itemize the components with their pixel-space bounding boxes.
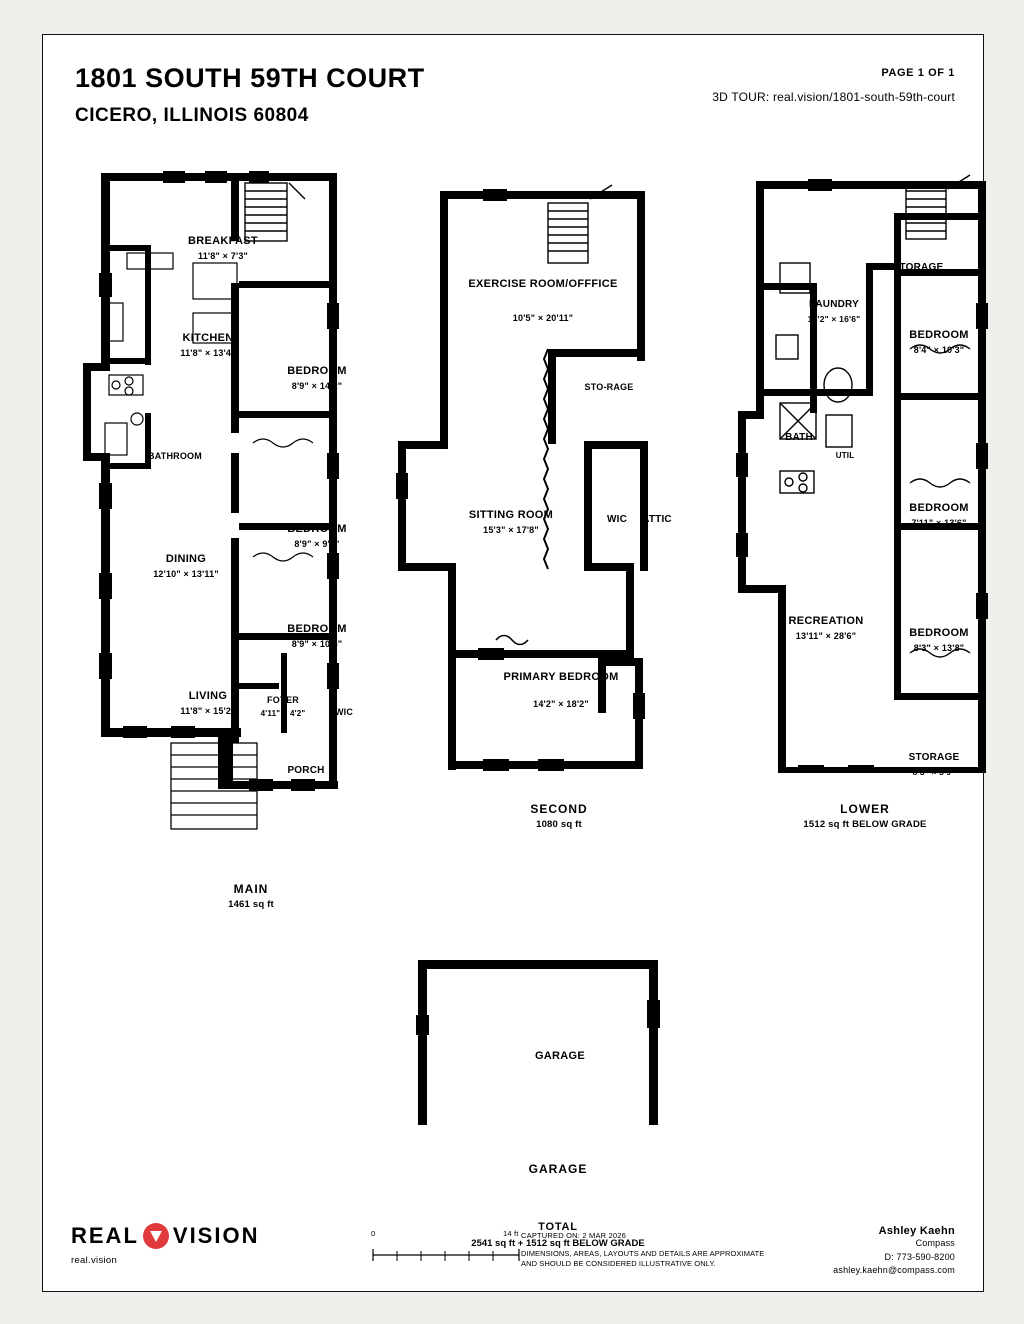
garage-drawing xyxy=(373,925,673,1125)
tour-link-label[interactable]: 3D TOUR: real.vision/1801-south-59th-court xyxy=(712,90,955,104)
disclaimer-line-2: AND SHOULD BE CONSIDERED ILLUSTRATIVE ONLY. xyxy=(521,1259,716,1269)
agent-phone[interactable]: D: 773-590-8200 xyxy=(884,1251,955,1262)
room-label: KITCHEN xyxy=(182,332,234,344)
scale-max-label: 14 ft xyxy=(503,1229,519,1238)
floor-name: GARAGE xyxy=(528,1162,588,1176)
brand-dot-icon xyxy=(143,1223,169,1249)
room-label: WIC xyxy=(334,707,354,717)
room-label: GARAGE xyxy=(534,1050,586,1062)
room-label: BEDROOM xyxy=(287,523,347,535)
floorplan-sheet xyxy=(42,34,984,1292)
room-dimension: 11'8" × 7'3" xyxy=(197,251,249,261)
capture-date: CAPTURED ON: 2 MAR 2026 xyxy=(521,1231,627,1240)
floor-name: LOWER xyxy=(840,802,890,816)
room-dimension: 11'8" × 15'2" xyxy=(180,706,236,716)
room-dimension: 10'5" × 20'11" xyxy=(512,313,574,323)
page-number-label: PAGE 1 OF 1 xyxy=(881,67,955,79)
room-dimension: 8'9" × 10'4" xyxy=(291,639,343,649)
room-label: ATTIC xyxy=(642,514,672,525)
total-label: TOTAL xyxy=(538,1221,578,1233)
room-dimension: 14'2" × 18'2" xyxy=(533,699,589,709)
room-label: DINING xyxy=(165,553,207,565)
room-dimension: 11'8" × 13'4" xyxy=(180,348,236,358)
room-label: STORAGE xyxy=(908,752,960,763)
agent-info xyxy=(695,1225,955,1278)
room-label: PORCH xyxy=(287,765,325,776)
room-dimension: 4'11" × 4'2" xyxy=(260,709,306,718)
room-label: EXERCISE ROOM/OFFFICE xyxy=(468,278,618,290)
room-label: UTIL xyxy=(835,451,855,460)
room-label: BEDROOM xyxy=(909,329,969,341)
room-label: LIVING xyxy=(188,690,228,702)
room-dimension: 8'9" × 14'2" xyxy=(291,381,343,391)
room-label: STO-RAGE xyxy=(584,382,634,392)
room-label: BEDROOM xyxy=(909,627,969,639)
lower-floor-drawing xyxy=(698,153,988,773)
page-subtitle: CICERO, ILLINOIS 60804 xyxy=(75,105,309,126)
agent-name: Ashley Kaehn xyxy=(878,1225,955,1237)
scale-bar-drawing xyxy=(371,1243,521,1265)
room-label: FOYER xyxy=(266,695,300,705)
room-label: PRIMARY BEDROOM xyxy=(503,671,619,683)
total-area: 2541 sq ft + 1512 sq ft BELOW GRADE xyxy=(471,1238,645,1249)
brand-name-left: REAL xyxy=(71,1223,139,1248)
floor-name: MAIN xyxy=(233,882,269,896)
floor-area: 1080 sq ft xyxy=(536,819,582,830)
room-label: BATH xyxy=(785,432,813,443)
floor-area: 1461 sq ft xyxy=(228,899,274,910)
room-label: STORAGE xyxy=(892,262,944,273)
room-dimension: 8'9" × 9'8" xyxy=(294,539,340,549)
floor-area: 1512 sq ft BELOW GRADE xyxy=(803,819,927,830)
room-label: BATHROOM xyxy=(148,451,202,461)
room-dimension: 8'3" × 13'8" xyxy=(913,643,965,653)
room-dimension: 7'11" × 13'6" xyxy=(911,518,967,528)
room-label: SITTING ROOM xyxy=(468,509,554,521)
room-label: BREAKFAST xyxy=(188,235,258,247)
room-dimension: 8'3" × 3'9" xyxy=(912,767,956,777)
disclaimer-line-1: DIMENSIONS, AREAS, LAYOUTS AND DETAILS ARE APPROXIMATE xyxy=(521,1249,765,1258)
room-label: BEDROOM xyxy=(287,623,347,635)
agent-company: Compass xyxy=(915,1238,955,1248)
brand-name-right: VISION xyxy=(172,1223,260,1248)
room-dimension: 12'10" × 13'11" xyxy=(153,569,219,579)
room-dimension: 8'4" × 10'3" xyxy=(913,345,965,355)
page-title: 1801 SOUTH 59TH COURT xyxy=(75,63,425,93)
room-label: RECREATION xyxy=(788,615,864,627)
room-label: LAUNDRY xyxy=(809,299,859,310)
room-label: BEDROOM xyxy=(909,502,969,514)
brand-logo xyxy=(71,1223,259,1266)
agent-email[interactable]: ashley.kaehn@compass.com xyxy=(833,1265,955,1275)
room-dimension: 12'2" × 16'6" xyxy=(807,314,861,324)
floor-name: SECOND xyxy=(530,802,588,816)
room-label: BEDROOM xyxy=(287,365,347,377)
room-dimension: 13'11" × 28'6" xyxy=(795,631,857,641)
room-label: WIC xyxy=(606,514,628,525)
room-dimension: 15'3" × 17'8" xyxy=(483,525,539,535)
scale-min-label: 0 xyxy=(371,1229,376,1238)
brand-tagline: real.vision xyxy=(71,1255,118,1266)
scale-bar xyxy=(371,1229,521,1265)
